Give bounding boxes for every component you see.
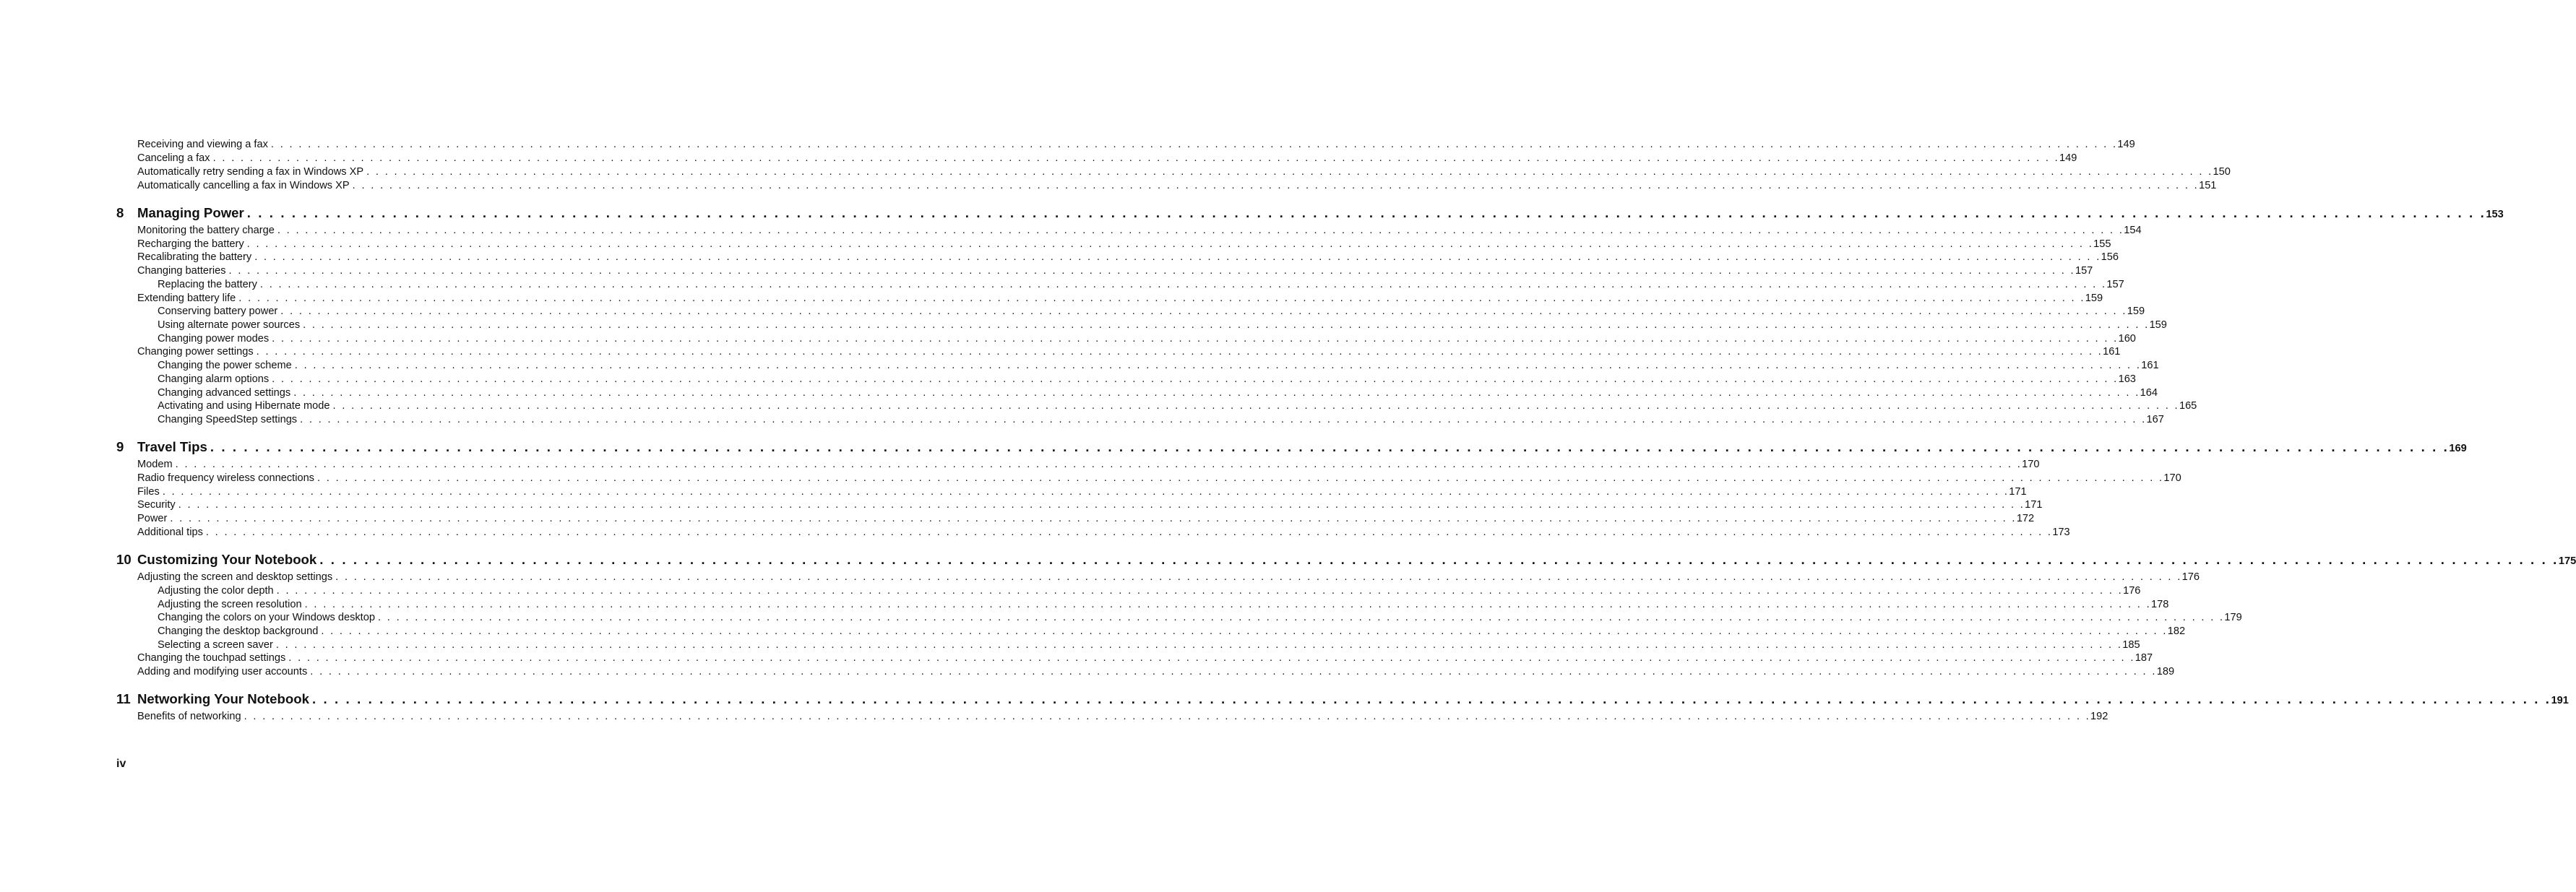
chapter-heading [116, 438, 210, 456]
entry-title: Recalibrating the battery [137, 251, 252, 263]
toc-entry [137, 251, 2119, 264]
toc-chapter-entry [116, 438, 2467, 456]
page-number: 173 [2052, 527, 2070, 538]
toc-entry [158, 638, 2140, 652]
toc-entry [158, 413, 2164, 427]
toc-entry [158, 598, 2169, 612]
page-number: 156 [2101, 251, 2119, 263]
entry-title: Changing batteries [137, 265, 226, 277]
toc-entry [158, 319, 2167, 332]
dot-leader: . . . . . . . . . . . . . . . . . . . . . . . . . . . . . . . . . . . . . . . . . . . . . . . . . . . . . . . . . . . . . . . . . . . . . . . . . . . . . . . . . . . . . . . . . . . . . . . . . . . . . . . . . . . . . . . . . . . . . . . . . . . . . . . . . . . . . . . . . . . . . . . . . . . . . . . . . . . . . . . . . . . . . . . . . . . . . . . . . . . . . . . . . . . . . . . . . . . . . . . . [270, 139, 2118, 150]
entry-title: Radio frequency wireless connections [137, 472, 314, 484]
page-number: 159 [2127, 306, 2145, 317]
page-number: 159 [2085, 293, 2103, 304]
page-number: 157 [2106, 279, 2124, 290]
page-number: 154 [2124, 225, 2142, 236]
toc-entry [137, 292, 2103, 306]
toc-chapter-entry [116, 204, 2504, 222]
dot-leader: . . . . . . . . . . . . . . . . . . . . . . . . . . . . . . . . . . . . . . . . . . . . . . . . . . . . . . . . . . . . . . . . . . . . . . . . . . . . . . . . . . . . . . . . . . . . . . . . . . . . . . . . . . . . . . . . . . . . . . . . . . . . . . . . . . . . . . . . . . . . . . . . . . . . . . . . . . . . . . . . . . . . . . . . . . . . . . . . . . . . . . . . . . . . . . . . . . . . . . . . [272, 373, 2119, 385]
entry-title: Power [137, 513, 168, 524]
dot-leader: . . . . . . . . . . . . . . . . . . . . . . . . . . . . . . . . . . . . . . . . . . . . . . . . . . . . . . . . . . . . . . . . . . . . . . . . . . . . . . . . . . . . . . . . . . . . . . . . . . . . . . . . . . . . . . . . . . . . . . . . . . . . . . . . . . . . . . . . . . . . . . . . . . . . . . . . . . . . . . . . . . . . . . . . . . . . . . . . . . . . . . . . . . . . . . . . . . . . . . . . [335, 571, 2182, 583]
dot-leader: . . . . . . . . . . . . . . . . . . . . . . . . . . . . . . . . . . . . . . . . . . . . . . . . . . . . . . . . . . . . . . . . . . . . . . . . . . . . . . . . . . . . . . . . . . . . . . . . . . . . . . . . . . . . . . . . . . . . . . . . . . . . . . . . . . . . . . . . . . . . . . . . . . . . . . . . . . . . . . . . . . . . . . . . . . . . . . . . . . . . . . . . . . . . . . . . . . . . . . . . [205, 527, 2053, 538]
entry-title: Additional tips [137, 527, 203, 538]
entry-title: Modem [137, 459, 173, 470]
dot-leader: . . . . . . . . . . . . . . . . . . . . . . . . . . . . . . . . . . . . . . . . . . . . . . . . . . . . . . . . . . . . . . . . . . . . . . . . . . . . . . . . . . . . . . . . . . . . . . . . . . . . . . . . . . . . . . . . . . . . . . . . . . . . . . . . . . . . . . . . . . . . . . . . . . . . . . . . . . . . . . . . . . . . . . . . . . . . . . . . . . . . . . . . . . . . . . . . . . . . . . . . [259, 279, 2107, 290]
entry-title: Changing power modes [158, 333, 270, 345]
chapter-title: Networking Your Notebook [137, 691, 309, 706]
dot-leader: . . . . . . . . . . . . . . . . . . . . . . . . . . . . . . . . . . . . . . . . . . . . . . . . . . . . . . . . . . . . . . . . . . . . . . . . . . . . . . . . . . . . . . . . . . . . . . . . . . . . . . . . . . . . . . . . . . . . . . . . . . . . . . . . . . . . . . . . . . . . . . . . . . . . . . . . . . . . . . . . . . . . . . . . . . . . . . . . . . . . . . . . . . . . . . . . . . . . . . . . [310, 666, 2157, 677]
page-number: 160 [2118, 333, 2136, 345]
page-number: 175 [2558, 555, 2576, 567]
dot-leader: . . . . . . . . . . . . . . . . . . . . . . . . . . . . . . . . . . . . . . . . . . . . . . . . . . . . . . . . . . . . . . . . . . . . . . . . . . . . . . . . . . . . . . . . . . . . . . . . . . . . . . . . . . . . . . . . . . . . . . . . . . . . . . . . . . . . . . . . . . . . . . . . . . . . . . . . . . . . . . . . . . . . . . . . . . . . . . . . . . . . . . . . . . . . . . . . . . . . . . . . [256, 346, 2103, 358]
dot-leader: . . . . . . . . . . . . . . . . . . . . . . . . . . . . . . . . . . . . . . . . . . . . . . . . . . . . . . . . . . . . . . . . . . . . . . . . . . . . . . . . . . . . . . . . . . . . . . . . . . . . . . . . . . . . . . . . . . . . . . . . . . . . . . . . . . . . . . . . . . . . . . . . . . . . . . . . . . . . . . . . . . . . . . . . . . . . . . . . . . . . . . . . . . . . . . . . . . . . . . . . [162, 486, 2009, 498]
toc-entry [158, 332, 2136, 346]
toc-entry [137, 526, 2070, 540]
page-number: 149 [2117, 139, 2135, 150]
toc-entry [158, 386, 2158, 400]
entry-title: Automatically retry sending a fax in Windows XP [137, 166, 364, 178]
dot-leader: . . . . . . . . . . . . . . . . . . . . . . . . . . . . . . . . . . . . . . . . . . . . . . . . . . . . . . . . . . . . . . . . . . . . . . . . . . . . . . . . . . . . . . . . . . . . . . . . . . . . . . . . . . . . . . . . . . . . . . . . . . . . . . . . . . . . . . . . . . . . . . . . . . . . . . . . . . . . . . . . . . . . . . . . . . . . . . . . . . . . . . . . . . . . . . . . . . . . . . . . [321, 625, 2168, 637]
entry-title: Recharging the battery [137, 238, 244, 250]
page-number: 189 [2156, 666, 2175, 677]
page-number: 165 [2179, 400, 2197, 412]
dot-leader: . . . . . . . . . . . . . . . . . . . . . . . . . . . . . . . . . . . . . . . . . . . . . . . . . . . . . . . . . . . . . . . . . . . . . . . . . . . . . . . . . . . . . . . . . . . . . . . . . . . . . . . . . . . . . . . . . . . . . . . . . . . . . . . . . . . . . . . . . . . . . . . . . . . . . . . . . . . . . . . . . . . . . . . . . . . . . . . . . . . . . . . . . . . . . . . . . . . . . . . . [277, 225, 2124, 236]
chapter-title: Customizing Your Notebook [137, 552, 317, 567]
page-number: 169 [2449, 443, 2467, 454]
page-number: 161 [2103, 346, 2121, 358]
toc-entry [137, 665, 2175, 679]
entry-title: Changing the colors on your Windows desktop [158, 612, 375, 623]
entry-title: Changing the desktop background [158, 625, 319, 637]
dot-leader: . . . . . . . . . . . . . . . . . . . . . . . . . . . . . . . . . . . . . . . . . . . . . . . . . . . . . . . . . . . . . . . . . . . . . . . . . . . . . . . . . . . . . . . . . . . . . . . . . . . . . . . . . . . . . . . . . . . . . . . . . . . . . . . . . . . . . . . . . . . . . . . . . . . . . . . . . . . . . . . . . . . . . . . . . . . . . . . . . . . . . . . . . . . . . . . . . . . . . . . . [238, 293, 2085, 304]
toc-entry [137, 238, 2111, 251]
page-number: 176 [2123, 585, 2141, 597]
page-number: 185 [2122, 639, 2140, 651]
page-number: 159 [2149, 319, 2167, 331]
toc-entry [158, 584, 2141, 598]
dot-leader: . . . . . . . . . . . . . . . . . . . . . . . . . . . . . . . . . . . . . . . . . . . . . . . . . . . . . . . . . . . . . . . . . . . . . . . . . . . . . . . . . . . . . . . . . . . . . . . . . . . . . . . . . . . . . . . . . . . . . . . . . . . . . . . . . . . . . . . . . . . . . . . . . . . . . . . . . . . . . . . . . . . . . . . . . . . . . . . . . . . . . . . . . . . . . . . . . . . . . . . . [175, 459, 2023, 470]
entry-title: Changing the power scheme [158, 360, 292, 371]
entry-title: Replacing the battery [158, 279, 257, 290]
dot-leader: . . . . . . . . . . . . . . . . . . . . . . . . . . . . . . . . . . . . . . . . . . . . . . . . . . . . . . . . . . . . . . . . . . . . . . . . . . . . . . . . . . . . . . . . . . . . . . . . . . . . . . . . . . . . . . . . . . . . . . . . . . . . . . . . . . . . . . . . . . . . . . . . . . . . . . . . . . . . . . . . . . . . . . . . . . . . . . . . . . . . . . . . . . . . . . . . . . . . . . . . [244, 711, 2091, 722]
toc-entry [158, 359, 2159, 373]
toc-entry [137, 472, 2181, 485]
toc-entry [137, 138, 2135, 152]
toc-entry [137, 498, 2043, 512]
entry-title: Adjusting the color depth [158, 585, 274, 597]
entry-title: Changing advanced settings [158, 387, 291, 399]
dot-leader: . . . . . . . . . . . . . . . . . . . . . . . . . . . . . . . . . . . . . . . . . . . . . . . . . . . . . . . . . . . . . . . . . . . . . . . . . . . . . . . . . . . . . . . . . . . . . . . . . . . . . . . . . . . . . . . . . . . . . . . . . . . . . . . . . . . . . . . . . . . . . . . . . . . . . . . . . . . . . . . . . . . . . . . . . . . . . . . . . . . . . . . . . . . . . . . . . . . . . . . . [319, 552, 2559, 567]
toc-entry [137, 485, 2027, 499]
toc-entry [137, 165, 2231, 179]
entry-title: Security [137, 499, 176, 511]
page-number: 167 [2146, 414, 2164, 425]
dot-leader: . . . . . . . . . . . . . . . . . . . . . . . . . . . . . . . . . . . . . . . . . . . . . . . . . . . . . . . . . . . . . . . . . . . . . . . . . . . . . . . . . . . . . . . . . . . . . . . . . . . . . . . . . . . . . . . . . . . . . . . . . . . . . . . . . . . . . . . . . . . . . . . . . . . . . . . . . . . . . . . . . . . . . . . . . . . . . . . . . . . . . . . . . . . . . . . . . . . . . . . . [300, 414, 2147, 425]
page-number: 171 [2025, 499, 2043, 511]
toc-entry [137, 710, 2108, 724]
page-number: 161 [2141, 360, 2159, 371]
toc-entry [137, 224, 2142, 238]
entry-title: Conserving battery power [158, 306, 278, 317]
dot-leader: . . . . . . . . . . . . . . . . . . . . . . . . . . . . . . . . . . . . . . . . . . . . . . . . . . . . . . . . . . . . . . . . . . . . . . . . . . . . . . . . . . . . . . . . . . . . . . . . . . . . . . . . . . . . . . . . . . . . . . . . . . . . . . . . . . . . . . . . . . . . . . . . . . . . . . . . . . . . . . . . . . . . . . . . . . . . . . . . . . . . . . . . . . . . . . . . . . . . . . . . [170, 513, 2017, 524]
chapter-number: 10 [116, 552, 132, 567]
dot-leader: . . . . . . . . . . . . . . . . . . . . . . . . . . . . . . . . . . . . . . . . . . . . . . . . . . . . . . . . . . . . . . . . . . . . . . . . . . . . . . . . . . . . . . . . . . . . . . . . . . . . . . . . . . . . . . . . . . . . . . . . . . . . . . . . . . . . . . . . . . . . . . . . . . . . . . . . . . . . . . . . . . . . . . . . . . . . . . . . . . . . . . . . . . . . . . . . . . . . . . . . [311, 691, 2551, 706]
dot-leader: . . . . . . . . . . . . . . . . . . . . . . . . . . . . . . . . . . . . . . . . . . . . . . . . . . . . . . . . . . . . . . . . . . . . . . . . . . . . . . . . . . . . . . . . . . . . . . . . . . . . . . . . . . . . . . . . . . . . . . . . . . . . . . . . . . . . . . . . . . . . . . . . . . . . . . . . . . . . . . . . . . . . . . . . . . . . . . . . . . . . . . . . . . . . . . . . . . . . . . . . [294, 360, 2142, 371]
dot-leader: . . . . . . . . . . . . . . . . . . . . . . . . . . . . . . . . . . . . . . . . . . . . . . . . . . . . . . . . . . . . . . . . . . . . . . . . . . . . . . . . . . . . . . . . . . . . . . . . . . . . . . . . . . . . . . . . . . . . . . . . . . . . . . . . . . . . . . . . . . . . . . . . . . . . . . . . . . . . . . . . . . . . . . . . . . . . . . . . . . . . . . . . . . . . . . . . . . . . . . . . [304, 599, 2152, 610]
dot-leader: . . . . . . . . . . . . . . . . . . . . . . . . . . . . . . . . . . . . . . . . . . . . . . . . . . . . . . . . . . . . . . . . . . . . . . . . . . . . . . . . . . . . . . . . . . . . . . . . . . . . . . . . . . . . . . . . . . . . . . . . . . . . . . . . . . . . . . . . . . . . . . . . . . . . . . . . . . . . . . . . . . . . . . . . . . . . . . . . . . . . . . . . . . . . . . . . . . . . . . . . [275, 639, 2123, 651]
entry-title: Files [137, 486, 160, 498]
dot-leader: . . . . . . . . . . . . . . . . . . . . . . . . . . . . . . . . . . . . . . . . . . . . . . . . . . . . . . . . . . . . . . . . . . . . . . . . . . . . . . . . . . . . . . . . . . . . . . . . . . . . . . . . . . . . . . . . . . . . . . . . . . . . . . . . . . . . . . . . . . . . . . . . . . . . . . . . . . . . . . . . . . . . . . . . . . . . . . . . . . . . . . . . . . . . . . . . . . . . . . . . [276, 585, 2124, 597]
toc-chapter-entry [116, 690, 2569, 708]
entry-title: Using alternate power sources [158, 319, 301, 331]
page-number: 151 [2199, 180, 2217, 191]
toc-entry [137, 651, 2153, 665]
dot-leader: . . . . . . . . . . . . . . . . . . . . . . . . . . . . . . . . . . . . . . . . . . . . . . . . . . . . . . . . . . . . . . . . . . . . . . . . . . . . . . . . . . . . . . . . . . . . . . . . . . . . . . . . . . . . . . . . . . . . . . . . . . . . . . . . . . . . . . . . . . . . . . . . . . . . . . . . . . . . . . . . . . . . . . . . . . . . . . . . . . . . . . . . . . . . . . . . . . . . . . . . [352, 180, 2200, 191]
entry-title: Changing alarm options [158, 373, 270, 385]
dot-leader: . . . . . . . . . . . . . . . . . . . . . . . . . . . . . . . . . . . . . . . . . . . . . . . . . . . . . . . . . . . . . . . . . . . . . . . . . . . . . . . . . . . . . . . . . . . . . . . . . . . . . . . . . . . . . . . . . . . . . . . . . . . . . . . . . . . . . . . . . . . . . . . . . . . . . . . . . . . . . . . . . . . . . . . . . . . . . . . . . . . . . . . . . . . . . . . . . . . . . . . . [288, 652, 2135, 664]
chapter-heading [116, 204, 247, 222]
entry-title: Receiving and viewing a fax [137, 139, 268, 150]
entry-title: Changing power settings [137, 346, 254, 358]
page-number: 179 [2224, 612, 2242, 623]
page-number: 170 [2163, 472, 2181, 484]
dot-leader: . . . . . . . . . . . . . . . . . . . . . . . . . . . . . . . . . . . . . . . . . . . . . . . . . . . . . . . . . . . . . . . . . . . . . . . . . . . . . . . . . . . . . . . . . . . . . . . . . . . . . . . . . . . . . . . . . . . . . . . . . . . . . . . . . . . . . . . . . . . . . . . . . . . . . . . . . . . . . . . . . . . . . . . . . . . . . . . . . . . . . . . . . . . . . . . . . . . . . . . . [293, 387, 2140, 399]
chapter-number: 11 [116, 691, 131, 706]
chapter-number: 8 [116, 205, 124, 220]
entry-title: Adding and modifying user accounts [137, 666, 308, 677]
toc-entry [158, 305, 2145, 319]
chapter-title: Managing Power [137, 205, 244, 220]
dot-leader: . . . . . . . . . . . . . . . . . . . . . . . . . . . . . . . . . . . . . . . . . . . . . . . . . . . . . . . . . . . . . . . . . . . . . . . . . . . . . . . . . . . . . . . . . . . . . . . . . . . . . . . . . . . . . . . . . . . . . . . . . . . . . . . . . . . . . . . . . . . . . . . . . . . . . . . . . . . . . . . . . . . . . . . . . . . . . . . . . . . . . . . . . . . . . . . . . . . . . . . . [246, 205, 2486, 220]
dot-leader: . . . . . . . . . . . . . . . . . . . . . . . . . . . . . . . . . . . . . . . . . . . . . . . . . . . . . . . . . . . . . . . . . . . . . . . . . . . . . . . . . . . . . . . . . . . . . . . . . . . . . . . . . . . . . . . . . . . . . . . . . . . . . . . . . . . . . . . . . . . . . . . . . . . . . . . . . . . . . . . . . . . . . . . . . . . . . . . . . . . . . . . . . . . . . . . . . . . . . . . . [377, 612, 2225, 623]
entry-title: Selecting a screen saver [158, 639, 273, 651]
page-number: 170 [2022, 459, 2040, 470]
chapter-title: Travel Tips [137, 439, 207, 454]
chapter-heading [116, 551, 319, 568]
page-number: 155 [2093, 238, 2111, 250]
page-number: 192 [2090, 711, 2108, 722]
dot-leader: . . . . . . . . . . . . . . . . . . . . . . . . . . . . . . . . . . . . . . . . . . . . . . . . . . . . . . . . . . . . . . . . . . . . . . . . . . . . . . . . . . . . . . . . . . . . . . . . . . . . . . . . . . . . . . . . . . . . . . . . . . . . . . . . . . . . . . . . . . . . . . . . . . . . . . . . . . . . . . . . . . . . . . . . . . . . . . . . . . . . . . . . . . . . . . . . . . . . . . . . [272, 333, 2119, 345]
page-number: 153 [2486, 209, 2504, 220]
page-number: 149 [2059, 152, 2077, 164]
toc-entry [137, 571, 2200, 584]
page-number: 164 [2140, 387, 2158, 399]
page-number: 150 [2213, 166, 2231, 178]
page-number: 191 [2551, 695, 2569, 706]
page-number: 157 [2075, 265, 2093, 277]
entry-title: Changing the touchpad settings [137, 652, 286, 664]
chapter-number: 9 [116, 439, 124, 454]
page-number: 172 [2016, 513, 2035, 524]
dot-leader: . . . . . . . . . . . . . . . . . . . . . . . . . . . . . . . . . . . . . . . . . . . . . . . . . . . . . . . . . . . . . . . . . . . . . . . . . . . . . . . . . . . . . . . . . . . . . . . . . . . . . . . . . . . . . . . . . . . . . . . . . . . . . . . . . . . . . . . . . . . . . . . . . . . . . . . . . . . . . . . . . . . . . . . . . . . . . . . . . . . . . . . . . . . . . . . . . . . . . . . . [210, 439, 2450, 454]
toc-entry [158, 399, 2197, 413]
toc-entry [158, 625, 2186, 638]
entry-title: Canceling a fax [137, 152, 210, 164]
toc-entry [137, 179, 2217, 193]
toc-entry [158, 373, 2136, 386]
toc-entry [137, 264, 2093, 278]
toc-entry [158, 611, 2242, 625]
toc-chapter-entry [116, 551, 2576, 568]
dot-leader: . . . . . . . . . . . . . . . . . . . . . . . . . . . . . . . . . . . . . . . . . . . . . . . . . . . . . . . . . . . . . . . . . . . . . . . . . . . . . . . . . . . . . . . . . . . . . . . . . . . . . . . . . . . . . . . . . . . . . . . . . . . . . . . . . . . . . . . . . . . . . . . . . . . . . . . . . . . . . . . . . . . . . . . . . . . . . . . . . . . . . . . . . . . . . . . . . . . . . . . . [254, 251, 2101, 263]
dot-leader: . . . . . . . . . . . . . . . . . . . . . . . . . . . . . . . . . . . . . . . . . . . . . . . . . . . . . . . . . . . . . . . . . . . . . . . . . . . . . . . . . . . . . . . . . . . . . . . . . . . . . . . . . . . . . . . . . . . . . . . . . . . . . . . . . . . . . . . . . . . . . . . . . . . . . . . . . . . . . . . . . . . . . . . . . . . . . . . . . . . . . . . . . . . . . . . . . . . . . . . . [280, 306, 2127, 317]
entry-title: Changing SpeedStep settings [158, 414, 298, 425]
entry-title: Extending battery life [137, 293, 236, 304]
toc-entry [137, 458, 2040, 472]
entry-title: Adjusting the screen and desktop settings [137, 571, 333, 583]
page-number: 178 [2151, 599, 2169, 610]
page-number: 171 [2009, 486, 2027, 498]
entry-title: Monitoring the battery charge [137, 225, 275, 236]
toc-entry [137, 512, 2035, 526]
dot-leader: . . . . . . . . . . . . . . . . . . . . . . . . . . . . . . . . . . . . . . . . . . . . . . . . . . . . . . . . . . . . . . . . . . . . . . . . . . . . . . . . . . . . . . . . . . . . . . . . . . . . . . . . . . . . . . . . . . . . . . . . . . . . . . . . . . . . . . . . . . . . . . . . . . . . . . . . . . . . . . . . . . . . . . . . . . . . . . . . . . . . . . . . . . . . . . . . . . . . . . . . [332, 400, 2179, 412]
dot-leader: . . . . . . . . . . . . . . . . . . . . . . . . . . . . . . . . . . . . . . . . . . . . . . . . . . . . . . . . . . . . . . . . . . . . . . . . . . . . . . . . . . . . . . . . . . . . . . . . . . . . . . . . . . . . . . . . . . . . . . . . . . . . . . . . . . . . . . . . . . . . . . . . . . . . . . . . . . . . . . . . . . . . . . . . . . . . . . . . . . . . . . . . . . . . . . . . . . . . . . . . [366, 166, 2213, 178]
entry-title: Automatically cancelling a fax in Windows XP [137, 180, 350, 191]
toc-entry [137, 152, 2077, 165]
page-number: 176 [2181, 571, 2200, 583]
toc-entry [137, 345, 2121, 359]
page-number: 187 [2135, 652, 2153, 664]
entry-title: Benefits of networking [137, 711, 241, 722]
page-number: 163 [2118, 373, 2136, 385]
chapter-heading [116, 690, 312, 708]
entry-title: Adjusting the screen resolution [158, 599, 302, 610]
page-number: 182 [2167, 625, 2186, 637]
dot-leader: . . . . . . . . . . . . . . . . . . . . . . . . . . . . . . . . . . . . . . . . . . . . . . . . . . . . . . . . . . . . . . . . . . . . . . . . . . . . . . . . . . . . . . . . . . . . . . . . . . . . . . . . . . . . . . . . . . . . . . . . . . . . . . . . . . . . . . . . . . . . . . . . . . . . . . . . . . . . . . . . . . . . . . . . . . . . . . . . . . . . . . . . . . . . . . . . . . . . . . . . [228, 265, 2075, 277]
dot-leader: . . . . . . . . . . . . . . . . . . . . . . . . . . . . . . . . . . . . . . . . . . . . . . . . . . . . . . . . . . . . . . . . . . . . . . . . . . . . . . . . . . . . . . . . . . . . . . . . . . . . . . . . . . . . . . . . . . . . . . . . . . . . . . . . . . . . . . . . . . . . . . . . . . . . . . . . . . . . . . . . . . . . . . . . . . . . . . . . . . . . . . . . . . . . . . . . . . . . . . . . [316, 472, 2164, 484]
dot-leader: . . . . . . . . . . . . . . . . . . . . . . . . . . . . . . . . . . . . . . . . . . . . . . . . . . . . . . . . . . . . . . . . . . . . . . . . . . . . . . . . . . . . . . . . . . . . . . . . . . . . . . . . . . . . . . . . . . . . . . . . . . . . . . . . . . . . . . . . . . . . . . . . . . . . . . . . . . . . . . . . . . . . . . . . . . . . . . . . . . . . . . . . . . . . . . . . . . . . . . . . [178, 499, 2025, 511]
dot-leader: . . . . . . . . . . . . . . . . . . . . . . . . . . . . . . . . . . . . . . . . . . . . . . . . . . . . . . . . . . . . . . . . . . . . . . . . . . . . . . . . . . . . . . . . . . . . . . . . . . . . . . . . . . . . . . . . . . . . . . . . . . . . . . . . . . . . . . . . . . . . . . . . . . . . . . . . . . . . . . . . . . . . . . . . . . . . . . . . . . . . . . . . . . . . . . . . . . . . . . . . [212, 152, 2060, 164]
dot-leader: . . . . . . . . . . . . . . . . . . . . . . . . . . . . . . . . . . . . . . . . . . . . . . . . . . . . . . . . . . . . . . . . . . . . . . . . . . . . . . . . . . . . . . . . . . . . . . . . . . . . . . . . . . . . . . . . . . . . . . . . . . . . . . . . . . . . . . . . . . . . . . . . . . . . . . . . . . . . . . . . . . . . . . . . . . . . . . . . . . . . . . . . . . . . . . . . . . . . . . . . [303, 319, 2150, 331]
dot-leader: . . . . . . . . . . . . . . . . . . . . . . . . . . . . . . . . . . . . . . . . . . . . . . . . . . . . . . . . . . . . . . . . . . . . . . . . . . . . . . . . . . . . . . . . . . . . . . . . . . . . . . . . . . . . . . . . . . . . . . . . . . . . . . . . . . . . . . . . . . . . . . . . . . . . . . . . . . . . . . . . . . . . . . . . . . . . . . . . . . . . . . . . . . . . . . . . . . . . . . . . [246, 238, 2094, 250]
page-folio: iv [116, 758, 126, 770]
entry-title: Activating and using Hibernate mode [158, 400, 330, 412]
toc-entry [158, 278, 2124, 292]
